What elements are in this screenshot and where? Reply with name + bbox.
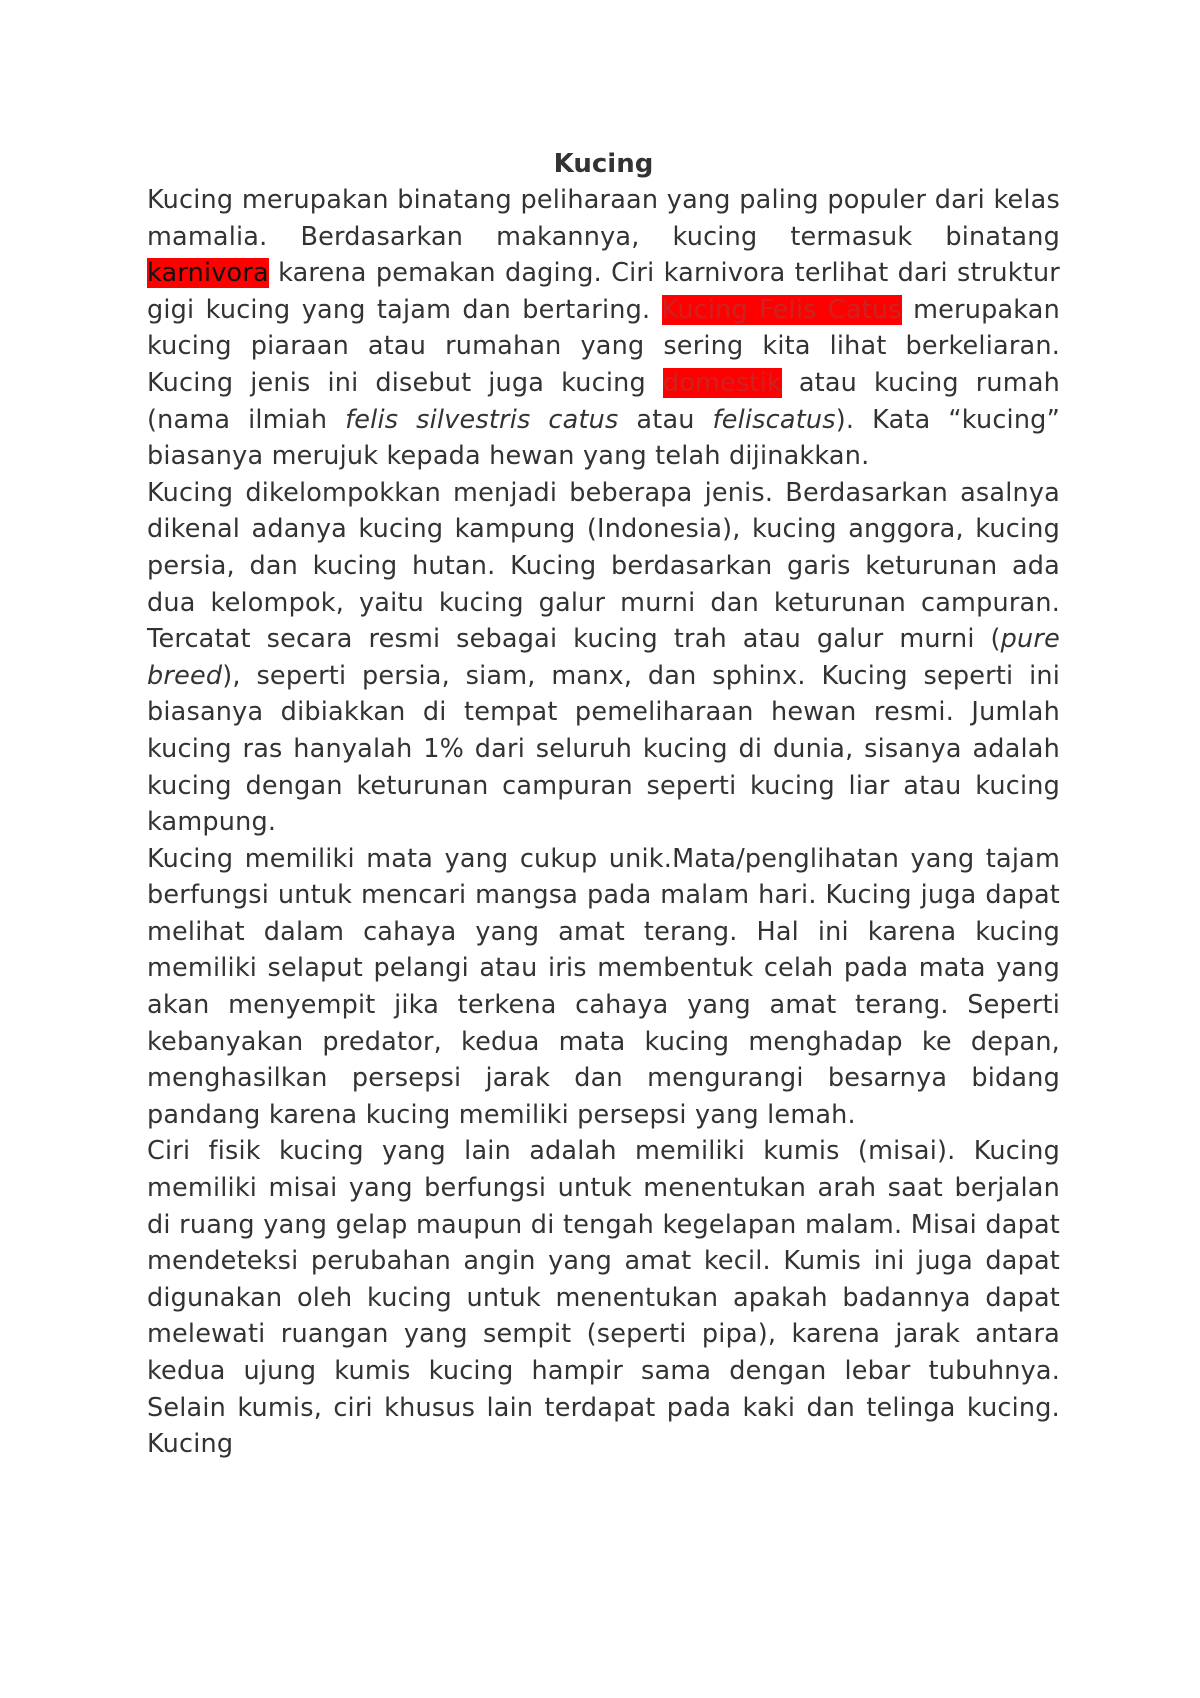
paragraph-1-text-5: atau	[618, 404, 713, 435]
italic-feliscatus: feliscatus	[712, 404, 836, 435]
document-title: Kucing	[553, 149, 654, 179]
highlight-karnivora: karnivora	[147, 258, 269, 289]
paragraph-4: Ciri fisik kucing yang lain adalah memiliki kumis (misai). Kucing memiliki misai yang berfungsi untuk menentukan arah saat berjalan di ruang yang gelap maupun di tengah kegelapan malam. Misai dapat mendeteksi perubahan angin yang amat kecil. Kumis ini juga dapat digunakan oleh kucing untuk menentukan apakah badannya dapat melewati ruangan yang sempit (seperti pipa), karena jarak antara kedua ujung kumis kucing hampir sama dengan lebar tubuhnya. Selain kumis, ciri khusus lain terdapat pada kaki dan telinga kucing. Kucing	[147, 1136, 1060, 1460]
highlight-domestik: domestik	[662, 367, 782, 398]
paragraph-1-text-2: karena pemakan daging. Ciri karnivora terlihat dari struktur gigi kucing yang tajam dan bertaring.	[147, 258, 1060, 325]
paragraph-2	[147, 475, 1060, 841]
paragraph-1	[147, 182, 1060, 475]
paragraph-1-text-4: atau kucing rumah (nama ilmiah	[147, 367, 1061, 435]
highlight-felis-catus: Kucing Felis Catus	[661, 294, 902, 325]
italic-pure-breed: pure breed	[147, 624, 1060, 691]
italic-scientific-name: felis silvestris catus	[345, 404, 619, 435]
paragraph-1-text-1: Kucing merupakan binatang peliharaan yang paling populer dari kelas mamalia. Berdasarkan makannya, kucing termasuk binatang	[147, 185, 1060, 252]
document-page	[147, 146, 1060, 1463]
paragraph-3: Kucing memiliki mata yang cukup unik.Mata/penglihatan yang tajam berfungsi untuk mencari mangsa pada malam hari. Kucing juga dapat melihat dalam cahaya yang amat terang. Hal ini karena kucing memiliki selaput pelangi atau iris membentuk celah pada mata yang akan menyempit jika terkena cahaya yang amat terang. Seperti kebanyakan predator, kedua mata kucing menghadap ke depan, menghasilkan persepsi jarak dan mengurangi besarnya bidang pandang karena kucing memiliki persepsi yang lemah.	[147, 843, 1060, 1130]
paragraph-1-text-6: ). Kata “kucing” biasanya merujuk kepada hewan yang telah dijinakkan.	[147, 404, 1060, 472]
paragraph-2-text-2: ), seperti persia, siam, manx, dan sphinx. Kucing seperti ini biasanya dibiakkan di tempat pemeliharaan hewan resmi. Jumlah kucing ras hanyalah 1% dari seluruh kucing di dunia, sisanya adalah kucing dengan keturunan campuran seperti kucing liar atau kucing kampung.	[147, 660, 1060, 838]
paragraph-2-text-1: Kucing dikelompokkan menjadi beberapa jenis. Berdasarkan asalnya dikenal adanya kucing kampung (Indonesia), kucing anggora, kucing persia, dan kucing hutan. Kucing berdasarkan garis keturunan ada dua kelompok, yaitu kucing galur murni dan keturunan campuran. Tercatat secara resmi sebagai kucing trah atau galur murni (	[147, 477, 1060, 655]
paragraph-1-text-3: merupakan kucing piaraan atau rumahan yang sering kita lihat berkeliaran. Kucing jenis ini disebut juga kucing	[147, 294, 1060, 398]
